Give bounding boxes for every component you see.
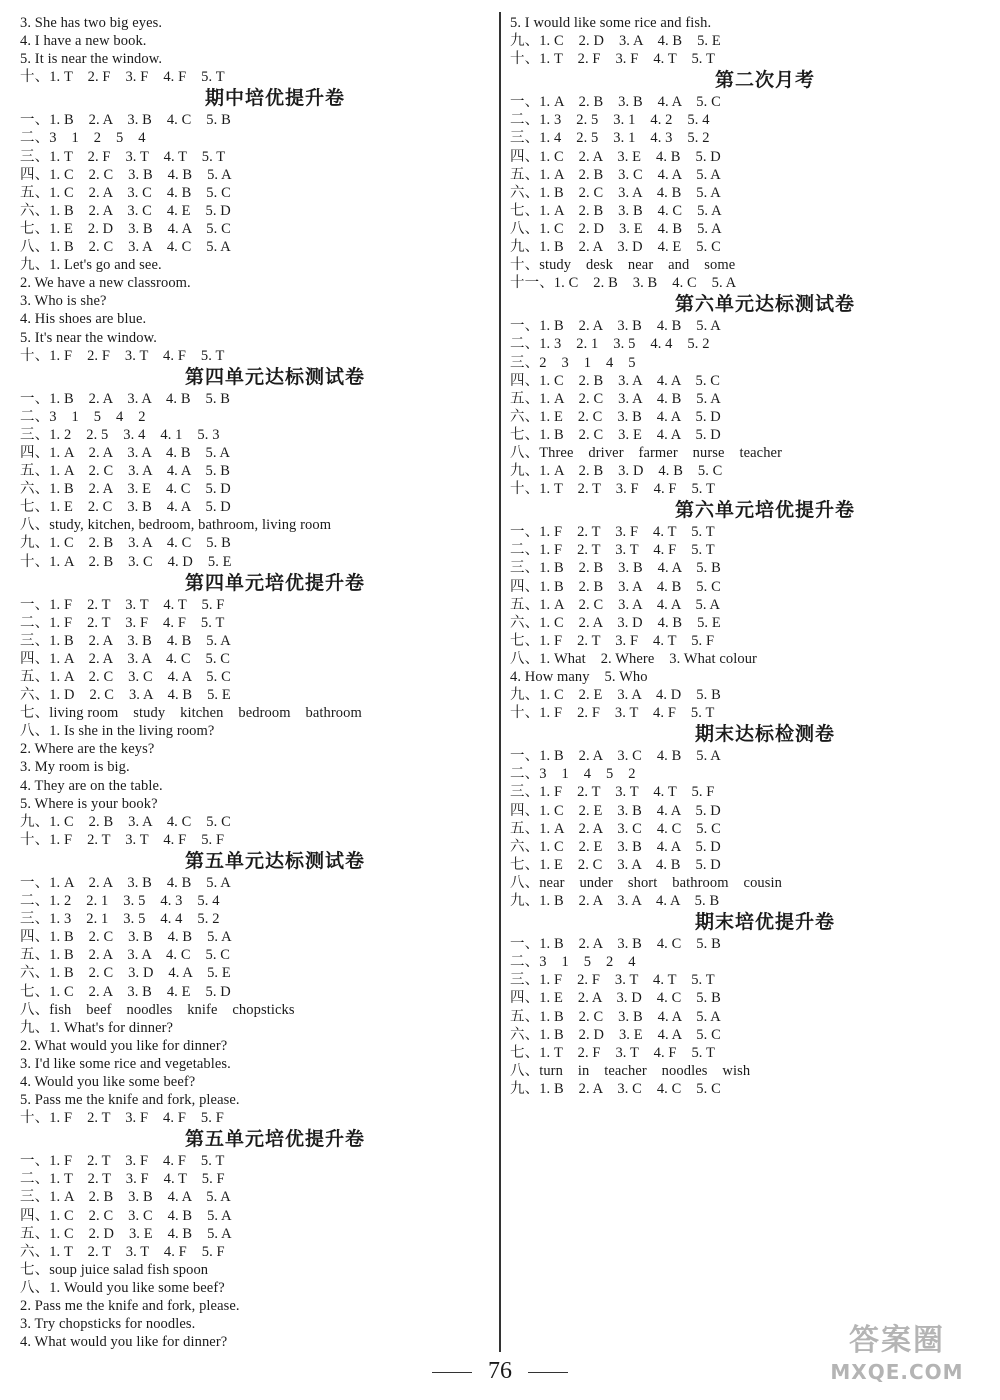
section-heading: 期末达标检测卷 bbox=[694, 723, 835, 746]
answer-line: 一、1. F 2. T 3. F 4. T 5. T bbox=[510, 524, 715, 541]
answer-line: 八、1. C 2. D 3. E 4. B 5. A bbox=[510, 220, 722, 237]
answer-line: 3. I'd like some rice and vegetables. bbox=[20, 1055, 231, 1072]
answer-line: 六、1. B 2. A 3. E 4. C 5. D bbox=[20, 481, 231, 498]
answer-line: 一、1. B 2. A 3. A 4. B 5. B bbox=[20, 390, 231, 407]
answer-line: 四、1. E 2. A 3. D 4. C 5. B bbox=[510, 990, 721, 1007]
answer-line: 四、1. A 2. A 3. A 4. C 5. C bbox=[20, 650, 231, 667]
answer-line: 六、1. B 2. D 3. E 4. A 5. C bbox=[510, 1026, 721, 1043]
answer-line: 七、1. C 2. A 3. B 4. E 5. D bbox=[20, 983, 231, 1000]
answer-line: 三、1. A 2. B 3. B 4. A 5. A bbox=[20, 1189, 231, 1206]
answer-line: 七、1. E 2. C 3. A 4. B 5. D bbox=[510, 856, 721, 873]
answer-line: 一、1. A 2. B 3. B 4. A 5. C bbox=[510, 94, 721, 111]
answer-line: 五、1. A 2. A 3. C 4. C 5. C bbox=[510, 820, 721, 837]
answer-line: 5. Pass me the knife and fork, please. bbox=[20, 1092, 240, 1109]
answer-line: 五、1. A 2. C 3. A 4. B 5. A bbox=[510, 390, 721, 407]
answer-line: 五、1. A 2. B 3. C 4. A 5. A bbox=[510, 166, 721, 183]
answer-line: 九、1. B 2. A 3. D 4. E 5. C bbox=[510, 239, 721, 256]
section-heading: 第二次月考 bbox=[714, 69, 815, 92]
answer-line: 三、1. 3 2. 1 3. 5 4. 4 5. 2 bbox=[20, 911, 220, 928]
answer-line: 十一、1. C 2. B 3. B 4. C 5. A bbox=[510, 275, 737, 292]
section-heading: 第六单元达标测试卷 bbox=[674, 293, 855, 316]
column-divider bbox=[499, 12, 501, 1352]
answer-line: 三、2 3 1 4 5 bbox=[510, 354, 636, 371]
answer-line: 5. Where is your book? bbox=[20, 795, 158, 812]
answer-line: 十、1. F 2. T 3. F 4. F 5. F bbox=[20, 1110, 224, 1127]
answer-line: 六、1. C 2. E 3. B 4. A 5. D bbox=[510, 838, 721, 855]
answer-line: 六、1. T 2. T 3. T 4. F 5. F bbox=[20, 1243, 225, 1260]
answer-line: 十、1. A 2. B 3. C 4. D 5. E bbox=[20, 553, 232, 570]
answer-line: 四、1. B 2. B 3. A 4. B 5. C bbox=[510, 578, 721, 595]
answer-line: 六、1. C 2. A 3. D 4. B 5. E bbox=[510, 614, 721, 631]
answer-line: 4. They are on the table. bbox=[20, 777, 163, 794]
answer-line: 2. What would you like for dinner? bbox=[20, 1037, 228, 1054]
answer-line: 八、1. Would you like some beef? bbox=[20, 1279, 225, 1296]
answer-line: 八、1. Is she in the living room? bbox=[20, 723, 215, 740]
answer-line: 3. Try chopsticks for noodles. bbox=[20, 1316, 196, 1333]
answer-line: 七、living room study kitchen bedroom bathroom bbox=[20, 705, 362, 722]
answer-line: 九、1. C 2. E 3. A 4. D 5. B bbox=[510, 687, 721, 704]
answer-line: 九、1. C 2. D 3. A 4. B 5. E bbox=[510, 33, 721, 50]
answer-line: 九、1. Let's go and see. bbox=[20, 257, 162, 274]
answer-line: 八、1. B 2. C 3. A 4. C 5. A bbox=[20, 239, 231, 256]
answer-line: 六、1. D 2. C 3. A 4. B 5. E bbox=[20, 687, 231, 704]
answer-line: 七、1. F 2. T 3. F 4. T 5. F bbox=[510, 632, 715, 649]
answer-line: 十、1. T 2. T 3. F 4. F 5. T bbox=[510, 481, 715, 498]
answer-line: 二、1. T 2. T 3. F 4. T 5. F bbox=[20, 1171, 225, 1188]
answer-line: 二、3 1 5 4 2 bbox=[20, 408, 146, 425]
answer-line: 二、3 1 4 5 2 bbox=[510, 766, 636, 783]
answer-line: 五、1. C 2. A 3. C 4. B 5. C bbox=[20, 184, 231, 201]
answer-line: 四、1. B 2. C 3. B 4. B 5. A bbox=[20, 929, 232, 946]
section-heading: 第五单元达标测试卷 bbox=[184, 849, 365, 872]
answer-line: 七、1. E 2. C 3. B 4. A 5. D bbox=[20, 499, 231, 516]
answer-line: 四、1. A 2. A 3. A 4. B 5. A bbox=[20, 444, 231, 461]
answer-line: 5. I would like some rice and fish. bbox=[510, 15, 712, 31]
answer-line: 四、1. C 2. E 3. B 4. A 5. D bbox=[510, 802, 721, 819]
answer-line: 八、fish beef noodles knife chopsticks bbox=[20, 1001, 295, 1018]
answer-line: 二、1. 2 2. 1 3. 5 4. 3 5. 4 bbox=[20, 893, 220, 910]
answer-line: 一、1. A 2. A 3. B 4. B 5. A bbox=[20, 874, 231, 891]
answer-line: 十、1. T 2. F 3. F 4. F 5. T bbox=[20, 69, 225, 86]
answer-line: 4. Would you like some beef? bbox=[20, 1073, 196, 1090]
answer-line: 五、1. A 2. C 3. C 4. A 5. C bbox=[20, 669, 231, 685]
answer-line: 二、1. 3 2. 1 3. 5 4. 4 5. 2 bbox=[510, 336, 710, 353]
answer-line: 七、1. E 2. D 3. B 4. A 5. C bbox=[20, 220, 231, 237]
answer-line: 二、3 1 2 5 4 bbox=[20, 130, 146, 147]
answer-line: 4. How many 5. Who bbox=[510, 669, 648, 685]
answer-line: 九、1. B 2. A 3. A 4. A 5. B bbox=[510, 893, 720, 910]
answer-line: 九、1. A 2. B 3. D 4. B 5. C bbox=[510, 463, 723, 480]
answer-line: 十、1. F 2. T 3. T 4. F 5. F bbox=[20, 831, 225, 848]
answer-line: 十、study desk near and some bbox=[510, 257, 736, 274]
answer-line: 3. She has two big eyes. bbox=[20, 15, 163, 31]
answer-line: 八、study, kitchen, bedroom, bathroom, living room bbox=[20, 517, 332, 534]
answer-line: 三、1. B 2. B 3. B 4. A 5. B bbox=[510, 560, 721, 577]
answer-line: 六、1. E 2. C 3. B 4. A 5. D bbox=[510, 408, 721, 425]
right-column bbox=[510, 14, 980, 1098]
watermark-logo bbox=[812, 1322, 982, 1392]
section-heading: 第四单元培优提升卷 bbox=[184, 571, 365, 594]
answer-line: 三、1. T 2. F 3. T 4. T 5. T bbox=[20, 148, 226, 165]
answer-line: 三、1. B 2. A 3. B 4. B 5. A bbox=[20, 632, 231, 649]
answer-line: 2. Pass me the knife and fork, please. bbox=[20, 1298, 240, 1314]
answer-line: 八、turn in teacher noodles wish bbox=[510, 1062, 751, 1079]
answer-line: 五、1. B 2. C 3. B 4. A 5. A bbox=[510, 1008, 721, 1025]
answer-line: 四、1. C 2. B 3. A 4. A 5. C bbox=[510, 372, 721, 389]
answer-line: 5. It is near the window. bbox=[20, 51, 163, 68]
answer-line: 二、1. 3 2. 5 3. 1 4. 2 5. 4 bbox=[510, 112, 710, 129]
answer-line: 九、1. C 2. B 3. A 4. C 5. B bbox=[20, 535, 231, 552]
answer-line: 一、1. B 2. A 3. B 4. C 5. B bbox=[510, 936, 721, 953]
answer-line: 四、1. C 2. A 3. E 4. B 5. D bbox=[510, 148, 721, 165]
answer-line: 七、soup juice salad fish spoon bbox=[20, 1261, 209, 1278]
answer-line: 3. My room is big. bbox=[20, 759, 130, 776]
section-heading: 第四单元达标测试卷 bbox=[184, 365, 365, 388]
answer-line: 4. His shoes are blue. bbox=[20, 311, 147, 328]
answer-line: 十、1. F 2. F 3. T 4. F 5. T bbox=[20, 347, 225, 364]
answer-line: 二、1. F 2. T 3. T 4. F 5. T bbox=[510, 542, 715, 559]
answer-line: 五、1. A 2. C 3. A 4. A 5. A bbox=[510, 596, 721, 613]
answer-line: 九、1. B 2. A 3. C 4. C 5. C bbox=[510, 1080, 721, 1097]
answer-line: 二、1. F 2. T 3. F 4. F 5. T bbox=[20, 614, 225, 631]
answer-line: 六、1. B 2. A 3. C 4. E 5. D bbox=[20, 202, 231, 219]
footer-dash-right bbox=[528, 1372, 568, 1374]
answer-line: 一、1. F 2. T 3. F 4. F 5. T bbox=[20, 1153, 225, 1170]
section-heading: 第六单元培优提升卷 bbox=[674, 499, 855, 522]
answer-line: 十、1. T 2. F 3. F 4. T 5. T bbox=[510, 51, 715, 68]
answer-line: 三、1. F 2. F 3. T 4. T 5. T bbox=[510, 972, 715, 989]
answer-line: 八、1. What 2. Where 3. What colour bbox=[510, 650, 757, 667]
answer-line: 七、1. T 2. F 3. T 4. F 5. T bbox=[510, 1044, 715, 1061]
section-heading: 期中培优提升卷 bbox=[204, 87, 345, 110]
answer-line: 2. We have a new classroom. bbox=[20, 275, 191, 292]
answer-line: 三、1. 2 2. 5 3. 4 4. 1 5. 3 bbox=[20, 426, 220, 443]
section-heading: 期末培优提升卷 bbox=[694, 911, 835, 934]
answer-line: 七、1. A 2. B 3. B 4. C 5. A bbox=[510, 202, 722, 219]
answer-line: 六、1. B 2. C 3. A 4. B 5. A bbox=[510, 184, 721, 201]
answer-line: 八、Three driver farmer nurse teacher bbox=[510, 444, 783, 461]
answer-line: 四、1. C 2. C 3. C 4. B 5. A bbox=[20, 1207, 232, 1224]
answer-line: 一、1. F 2. T 3. T 4. T 5. F bbox=[20, 596, 225, 613]
answer-line: 九、1. C 2. B 3. A 4. C 5. C bbox=[20, 813, 231, 830]
section-heading: 第五单元培优提升卷 bbox=[184, 1128, 365, 1151]
page-number: 76 bbox=[488, 1358, 512, 1384]
answer-line: 五、1. B 2. A 3. A 4. C 5. C bbox=[20, 947, 231, 964]
answer-line: 一、1. B 2. A 3. C 4. B 5. A bbox=[510, 748, 721, 765]
answer-line: 三、1. 4 2. 5 3. 1 4. 3 5. 2 bbox=[510, 130, 710, 147]
footer-dash-left bbox=[432, 1372, 472, 1374]
answer-line: 3. Who is she? bbox=[20, 293, 107, 310]
answer-line: 五、1. C 2. D 3. E 4. B 5. A bbox=[20, 1225, 232, 1242]
left-column bbox=[20, 14, 490, 1351]
answer-line: 七、1. B 2. C 3. E 4. A 5. D bbox=[510, 426, 721, 443]
answer-line: 四、1. C 2. C 3. B 4. B 5. A bbox=[20, 166, 232, 183]
answer-line: 一、1. B 2. A 3. B 4. C 5. B bbox=[20, 112, 231, 129]
answer-line: 五、1. A 2. C 3. A 4. A 5. B bbox=[20, 463, 231, 480]
answer-line: 5. It's near the window. bbox=[20, 329, 157, 346]
answer-line: 4. I have a new book. bbox=[20, 33, 147, 50]
answer-line: 九、1. What's for dinner? bbox=[20, 1019, 174, 1036]
answer-line: 二、3 1 5 2 4 bbox=[510, 954, 636, 971]
answer-line: 十、1. F 2. F 3. T 4. F 5. T bbox=[510, 705, 715, 722]
answer-line: 六、1. B 2. C 3. D 4. A 5. E bbox=[20, 965, 231, 982]
answer-line: 三、1. F 2. T 3. T 4. T 5. F bbox=[510, 784, 715, 801]
watermark-sub-text: MXQE.COM bbox=[830, 1360, 964, 1384]
watermark-main-text: 答案圈 bbox=[849, 1323, 945, 1358]
answer-line: 一、1. B 2. A 3. B 4. B 5. A bbox=[510, 318, 721, 335]
answer-line: 2. Where are the keys? bbox=[20, 741, 155, 758]
answer-line: 八、near under short bathroom cousin bbox=[510, 874, 782, 891]
answer-line: 4. What would you like for dinner? bbox=[20, 1334, 228, 1351]
